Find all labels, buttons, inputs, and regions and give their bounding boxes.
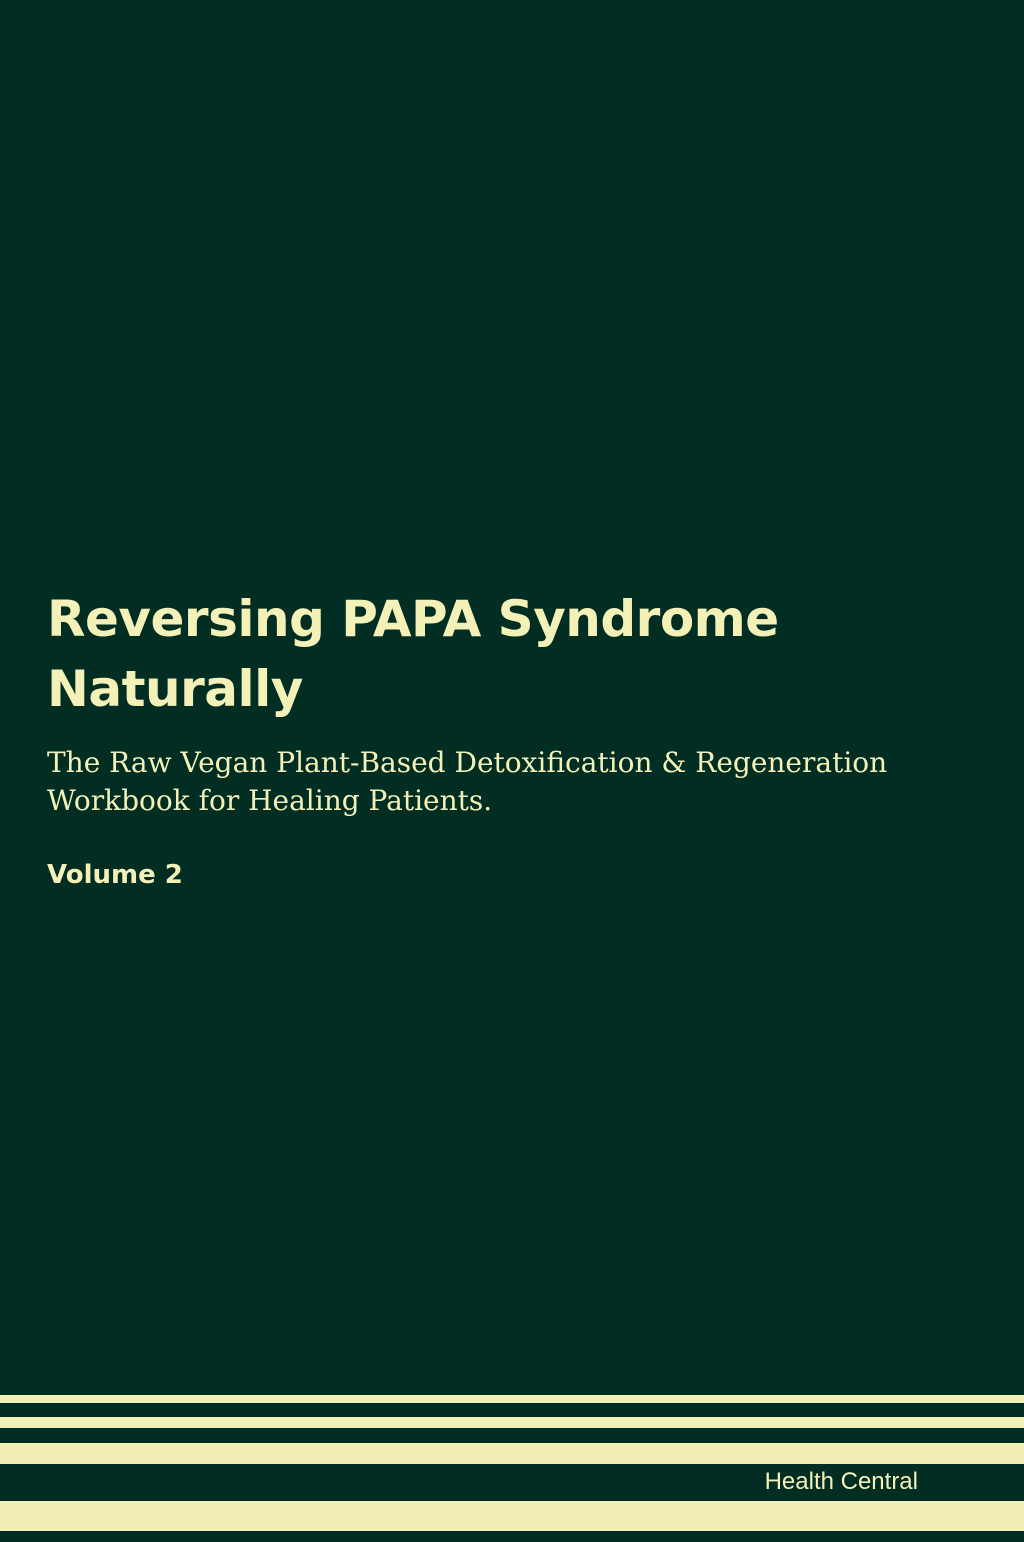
volume-label: Volume 2: [47, 860, 183, 890]
book-title: Reversing PAPA Syndrome Naturally: [47, 590, 779, 718]
publisher-name: Health Central: [764, 1468, 918, 1495]
book-subtitle: The Raw Vegan Plant-Based Detoxification & Regeneration Workbook for Healing Patients.: [47, 746, 888, 817]
decorative-stripe: [0, 1501, 1024, 1531]
decorative-stripe: [0, 1417, 1024, 1428]
decorative-stripe: [0, 1443, 1024, 1464]
decorative-stripe: [0, 1395, 1024, 1403]
